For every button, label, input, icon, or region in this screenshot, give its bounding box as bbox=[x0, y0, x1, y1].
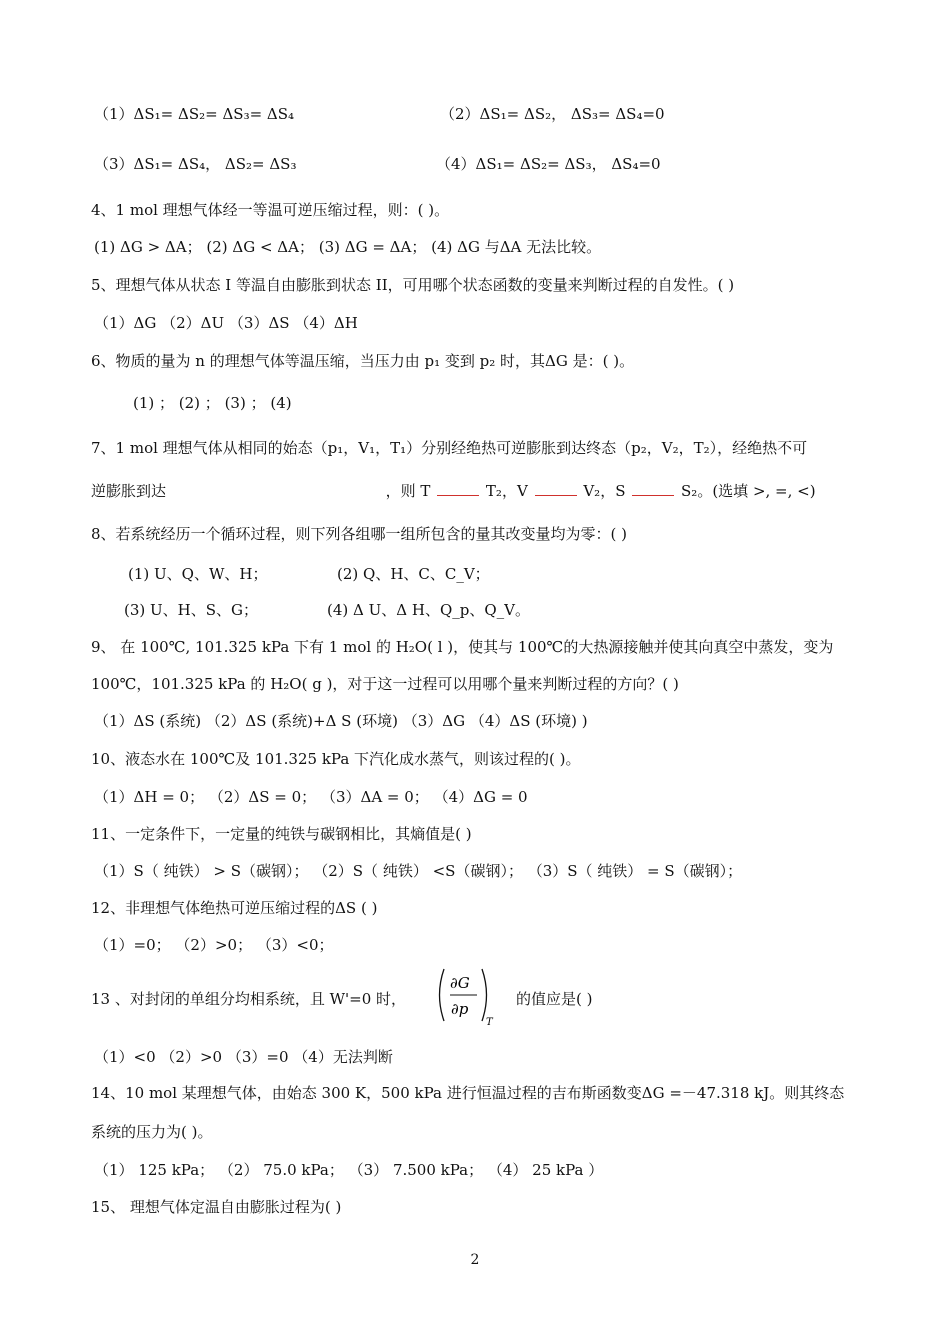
text-line: (1) ； (2) ； (3) ； (4) bbox=[133, 394, 292, 412]
text-line: （2）ΔS₁= ΔS₂， ΔS₃= ΔS₄=0 bbox=[440, 105, 665, 123]
text-line: 5、理想气体从状态 I 等温自由膨胀到状态 II，可用哪个状态函数的变量来判断过程的自发性。( ) bbox=[91, 276, 735, 294]
text-line: （1）ΔG （2）ΔU （3）ΔS （4）ΔH bbox=[94, 314, 358, 332]
derivative-expression bbox=[434, 966, 504, 1026]
text-line: 7、1 mol 理想气体从相同的始态（p₁，V₁，T₁）分别经绝热可逆膨胀到达终态（p₂，V₂，T₂），经绝热不可 bbox=[91, 439, 808, 457]
q7-prefix: 逆膨胀到达 bbox=[91, 482, 167, 500]
text-line: 8、若系统经历一个循环过程，则下列各组哪一组所包含的量其改变量均为零：( ) bbox=[91, 525, 628, 543]
text-line: （1）ΔS₁= ΔS₂= ΔS₃= ΔS₄ bbox=[94, 105, 295, 123]
text-line: (4) Δ U、Δ H、Q_p、Q_V。 bbox=[327, 601, 530, 619]
text-line: 11、一定条件下，一定量的纯铁与碳钢相比，其熵值是( ) bbox=[91, 825, 472, 843]
derivative-numerator: ∂G bbox=[450, 974, 470, 992]
text-line: 6、物质的量为 n 的理想气体等温压缩，当压力由 p₁ 变到 p₂ 时，其ΔG 是：( )。 bbox=[91, 352, 635, 370]
text-line: 100℃，101.325 kPa 的 H₂O( g )，对于这一过程可以用哪个量来判断过程的方向？( ) bbox=[91, 675, 679, 693]
text-line: 12、非理想气体绝热可逆压缩过程的ΔS ( ) bbox=[91, 899, 378, 917]
text-line: （3）ΔS₁= ΔS₄， ΔS₂= ΔS₃ bbox=[94, 155, 297, 173]
text-line: （1）<0 （2）>0 （3）=0 （4）无法判断 bbox=[94, 1048, 393, 1066]
text-line: (1) U、Q、W、H； bbox=[128, 565, 268, 583]
text-line: （1）ΔH = 0； （2）ΔS = 0； （3）ΔA = 0； （4）ΔG = 0 bbox=[94, 788, 528, 806]
text-line: 15、 理想气体定温自由膨胀过程为( ) bbox=[91, 1198, 342, 1216]
text-line: (3) U、H、S、G； bbox=[124, 601, 258, 619]
answer-blank-t[interactable] bbox=[437, 495, 479, 496]
q7-middle: ，则 T bbox=[385, 482, 431, 500]
answer-blank-v[interactable] bbox=[535, 495, 577, 496]
text-line: 4、1 mol 理想气体经一等温可逆压缩过程，则：( )。 bbox=[91, 201, 450, 219]
q7-v2: V₂，S bbox=[583, 482, 626, 500]
text-line: 14、10 mol 某理想气体，由始态 300 K，500 kPa 进行恒温过程的吉布斯函数变ΔG =－47.318 kJ。则其终态 bbox=[91, 1084, 845, 1102]
text-line: （1） 125 kPa； （2） 75.0 kPa； （3） 7.500 kPa； （4） 25 kPa ） bbox=[94, 1161, 604, 1179]
text-line: （1）=0； （2）>0； （3）<0； bbox=[94, 936, 334, 954]
text-line: （4）ΔS₁= ΔS₂= ΔS₃， ΔS₄=0 bbox=[436, 155, 661, 173]
q7-line2 bbox=[91, 480, 816, 501]
text-line: 9、 在 100℃, 101.325 kPa 下有 1 mol 的 H₂O( l )，使其与 100℃的大热源接触并使其向真空中蒸发，变为 bbox=[91, 638, 834, 656]
text-line: （1）S（ 纯铁） > S（碳钢）； （2）S（ 纯铁） <S（碳钢）； （3）S（ 纯铁） = S（碳钢）； bbox=[94, 862, 743, 880]
q7-t2: T₂，V bbox=[485, 482, 528, 500]
text-line: 的值应是( ) bbox=[516, 990, 593, 1008]
text-line: 13 、对封闭的单组分均相系统，且 W'=0 时， bbox=[91, 990, 407, 1008]
text-line: 10、液态水在 100℃及 101.325 kPa 下汽化成水蒸气，则该过程的( )。 bbox=[91, 750, 581, 768]
derivative-denominator: ∂p bbox=[451, 1000, 469, 1018]
text-line: (1) ΔG > ΔA； (2) ΔG < ΔA； (3) ΔG = ΔA； (4) ΔG 与ΔA 无法比较。 bbox=[94, 238, 602, 256]
page-number: 2 bbox=[470, 1252, 480, 1268]
q7-s2: S₂。(选填 >, =, <) bbox=[681, 482, 816, 500]
answer-blank-s[interactable] bbox=[632, 495, 674, 496]
text-line: （1）ΔS (系统) （2）ΔS (系统)+Δ S (环境) （3）ΔG （4）ΔS (环境) ) bbox=[94, 712, 588, 730]
text-line: (2) Q、H、C、C_V； bbox=[337, 565, 490, 583]
derivative-subscript: T bbox=[486, 1017, 493, 1026]
text-line: 系统的压力为( )。 bbox=[91, 1123, 213, 1141]
